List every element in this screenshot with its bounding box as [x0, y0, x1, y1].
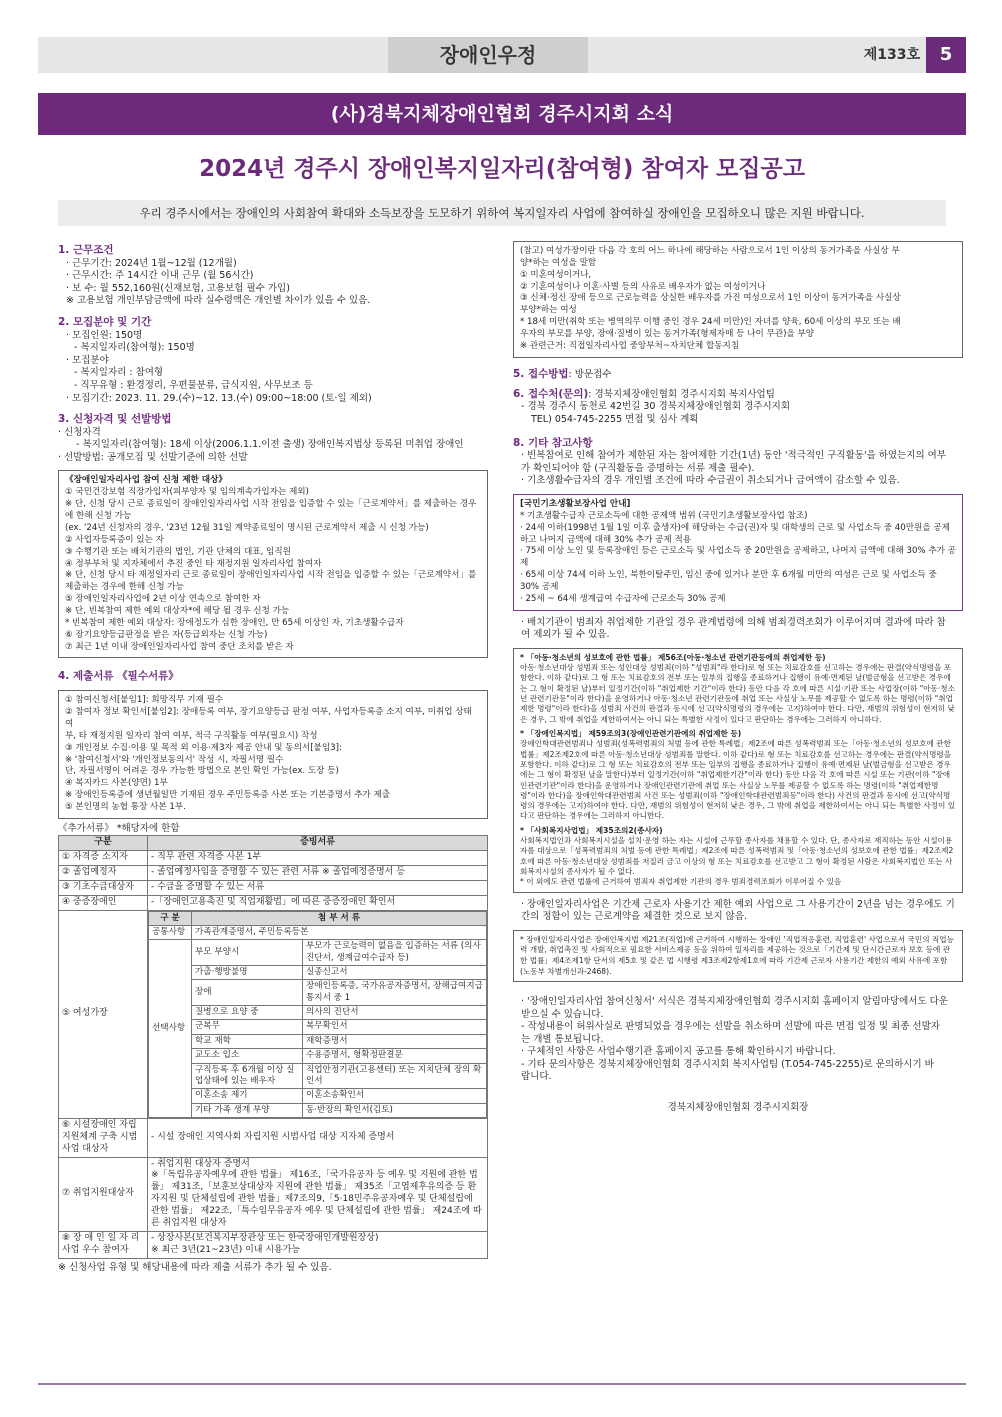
table-row [149, 980, 487, 1006]
text-line: · 기초생활수급자의 경우 개인별 조건에 따라 수급권이 취소되거나 급여액이 감소할 수 있음. [521, 475, 900, 487]
text-line: ⑤ 장애인일자리사업에 2년 이상 연속으로 참여한 자 [65, 594, 261, 605]
table-cell: ② 졸업예정자 [59, 866, 148, 881]
law-note: * 이 외에도 관련 법률에 근거하여 범죄자 취업제한 기관의 경우 범죄경력조회가 이루어질 수 있음 [520, 877, 842, 887]
table-cell: 직업안정기관(고용센터) 또는 지치단체 장의 확인서 [303, 1063, 487, 1089]
table-row [59, 851, 488, 866]
text-line: 단, 자필서명이 어려운 경우 가능한 방법으로 본인 확인 가능(ex. 도장 등) [65, 766, 339, 777]
text-line: · 모집인원: 150명 [66, 329, 143, 341]
text-line: ② 기혼여성이나 이혼·사별 등의 사유로 배우자가 없는 여성이거나 [520, 281, 766, 292]
text-line: 에 한해 신청 가능 [65, 511, 132, 522]
table-header: 증빙서류 [148, 836, 488, 851]
table-cell: 이혼소송 제기 [192, 1089, 303, 1103]
text-line: 양*하는 여성을 말함 [520, 257, 597, 268]
text-line: ③ 수행기관 또는 배치기관의 법인, 기관 단체의 대표, 임직원 [65, 546, 291, 557]
female-head-reference-box [513, 241, 963, 358]
section-6 [513, 388, 963, 402]
table-row [149, 1049, 487, 1063]
law-heading: * 「사회복지사업법」 제35조의2(종사자) [520, 825, 663, 835]
text-line: 부양*하는 여성 [520, 305, 577, 316]
table-cell: - 상장사본(보건복지부장관상 또는 한국장애인개발원장상) ※ 최근 3년(21~23년) 이내 시용가능 [148, 1231, 488, 1258]
text-line: - 복지일자리 : 참여형 [74, 367, 164, 379]
text-line: ① 미혼여성이거나, [520, 269, 592, 280]
text-line: · 모집분야 [66, 354, 109, 366]
table-row [59, 880, 488, 895]
restriction-box-heading: 《장애인일자리사업 참여 신청 제한 대상》 [65, 475, 227, 486]
issue-number: 제133호 [863, 47, 920, 63]
law-heading: * 「아동·청소년의 성보호에 관한 법률」 제56조(아동·청소년 관련기관등에의 취업제한 등) [520, 652, 826, 662]
table-header: 구 분 [149, 911, 192, 925]
table-cell: 수용증명서, 형확정판결문 [303, 1049, 487, 1063]
table-cell: 부모 부양시 [192, 940, 303, 966]
table-row [149, 1103, 487, 1117]
text-line: ※ 단, 신청 당시 타 재정일자리 근로 종료일이 장애인일자리사업 시작 전임을 입증할 수 있는「근로계약서」를 [65, 570, 477, 581]
table-cell: 실종신고서 [303, 966, 487, 980]
text-line: · 65세 이상 74세 이하 노인, 북한이탈주민, 임신 중에 있거나 분만 후 6개월 미만의 여성은 근로 및 사업소득 중 30% 공제 [520, 570, 937, 592]
additional-docs-label: 《추가서류》 *해당자에 한함 [58, 822, 180, 834]
text-line: ※ 단, 신청 당시 근로 종료일이 장애인일자리사업 시작 전임을 입증할 수 있는「근로계약서」를 제출하는 경우 [65, 499, 477, 510]
page-number: 5 [926, 37, 966, 73]
table-cell: 군복무 [192, 1020, 303, 1034]
table-cell: 장애인등록증, 국가유공자증명서, 장해급여지급통지서 중 1 [303, 980, 487, 1006]
text-line: 받으실 수 있습니다. [521, 1008, 604, 1020]
table-cell: 학교 재학 [192, 1034, 303, 1048]
table-cell: ⑦ 취업지원대상자 [59, 1157, 148, 1231]
text-line: ⑦ 최근 1년 이내 장애인일자리사업 참여 중단 조치를 받은 자 [65, 641, 294, 652]
additional-docs-table [58, 835, 488, 1258]
text-line: * 빈복참여 제한 예외 대상자: 장애정도가 심한 장애인, 만 65세 이상인 자, 기초생활수급자 [65, 617, 404, 628]
table-cell: 장애 [192, 980, 303, 1006]
table-row [149, 1006, 487, 1020]
text-line: (참고) 여성가장이란 다음 각 호의 어느 하나에 해당하는 사람으로서 1인 이상의 동거가족을 사실상 부 [520, 246, 900, 256]
section-5-text: : 방문접수 [568, 368, 612, 380]
table-cell: 부모가 근로능력이 없음을 입증하는 서류 (의사진단서, 생계급여수급자 등) [303, 940, 487, 966]
text-line: ※ 장애인등록증에 생년월일만 기재된 경우 주민등록증 사본 또는 기본증명서 추가 제출 [65, 790, 391, 801]
table-row [59, 1157, 488, 1231]
text-line: ① 국민건강보험 직장가입자(피부양자 및 임의계속가입자는 제외) [65, 487, 309, 498]
table-cell: - 직무 관련 자격증 사본 1부 [148, 851, 488, 866]
text-line: - 복지일자리(참여형): 150명 [74, 342, 195, 354]
table-cell: - 수급을 증명할 수 있는 서류 [148, 880, 488, 895]
section-8-heading: 8. 기타 참고사항 [513, 436, 593, 449]
table-row [59, 1118, 488, 1157]
intro-text: 우리 경주시에서는 장애인의 사회참여 확대와 소득보장을 도모하기 위하여 복지일자리 사업에 참여하실 장애인을 모집하오니 많은 지원 바랍니다. [58, 200, 946, 226]
text-line: · 신청자격 [58, 426, 101, 438]
text-line: (ex. '24년 신청자의 경우, '23년 12월 31일 계약종료일이 명시된 근로계약서 제출 시 신청 가능) [65, 522, 429, 533]
table-cell: 의사의 진단서 [303, 1006, 487, 1020]
text-line: ※ 고용보험 개인부담금액에 따라 실수령액은 개인별 차이가 있을 수 있음. [66, 295, 371, 307]
table-cell: 공통사항 [149, 926, 192, 940]
required-docs-box [58, 690, 488, 819]
law-text: 장애인학대관련범죄나 성범죄(성폭력범죄의 처벌 등에 관한 특례법」제2조에 따른 성폭력범죄 또는「아동·청소년의 성보호에 관한 법률」제2조제2호에 따른 아동·청소년대상 성범죄를 말한다. 이하 같다)로 형 또는 치료감호를 선고하는 경우에는 판결(약식명령을 포함한다. 이하 같다)로 그 형 또는 치료감호의 전부 또는 일부의 집행을 종료하거나 집행이 유예·면제된 날(벌금형을 선고받은 경우에는 그 형이 확정된 날을 말한다)부터 일정기간(이하 "취업제한기간"이라 한다) 동안 다음 각 호에 따른 시설 또는 기관(이하 "장애인관련기관"이라 한다)을 운영하거나 장애인관련기관에 취업 또는 사실상 노무를 제공할 수 없도록 하는 명령(이하 "취업제한명령"이라 한다)을 장애인학대관련범죄 사건 또는 성범죄(이하 "장애인학대관련범죄등"이라 한다) 사건의 판결과 동시에 선고(약식명령의 경우에는 고지)하여야 한다. 다만, 재범의 위험성이 현저히 낮은 경우, 그 밖에 취업을 제한하여서는 아니 되는 특별한 사정이 있다고 판단하는 경우에는 그러하지 아니한다. [520, 739, 956, 821]
text-line: ④ 복지카드 사본(양면) 1부 [65, 778, 168, 789]
text-line: ※ 관련근거: 직접일자리사업 중앙부처~자치단체 합동지침 [520, 340, 740, 351]
table-header: 첨 부 서 류 [192, 911, 487, 925]
table-cell: 이혼소송확인서 [303, 1089, 487, 1103]
section-6-text: : 경북지체장애인협회 경주시지회 복지사업팀 [588, 388, 775, 400]
employment-restriction-law-box [513, 648, 963, 893]
section-2-body [58, 330, 488, 405]
text-line: ③ 신체·정신 장애 등으로 근로능력을 상실한 배우자를 가진 여성으로서 1인 이상이 동거가족을 사실상 [520, 293, 901, 304]
application-notes [513, 996, 963, 1084]
text-line: - 작성내용이 허위사실로 판명되었을 경우에는 선발을 취소하며 선발에 따른 면접 일정 및 최종 선발자 [521, 1021, 940, 1033]
text-line: 는 개별 통보됩니다. [521, 1033, 604, 1045]
text-line: ※ 단, 빈복참여 제한 예외 대상자*에 해당 될 경우 신청 가능 [65, 605, 290, 616]
section-4-heading: 4. 제출서류 《필수서류》 [58, 670, 179, 683]
table-cell: 기타 가족 생계 부양 [192, 1103, 303, 1117]
section-1-heading: 1. 근무조건 [58, 244, 114, 256]
table-cell: - 졸업예정사임을 증명할 수 있는 관련 서류 ※ 졸업예정증명서 등 [148, 866, 488, 881]
text-line: ※ '참여신청서'와 '개인정보동의서' 작성 시, 자필서명 필수 [65, 754, 284, 765]
text-line: · 선발방법: 공개모집 및 선발기준에 의한 선발 [58, 451, 248, 463]
section-3-heading: 3. 신청자격 및 선발방법 [58, 413, 172, 426]
newspaper-logo: 장애인우정 [388, 37, 588, 73]
livelihood-notice-heading: [국민기초생활보장사업 안내] [520, 498, 631, 509]
text-line: · 근무기간: 2024년 1월~12월 (12개월) [66, 257, 237, 269]
text-line: - 직무유형 : 환경정리, 우편물분류, 급식지원, 사무보조 등 [74, 379, 313, 391]
text-line: - 기타 문의사항은 경북지체장애인협회 경주시지회 복지사업팀 (T.054-745-2255)로 문의하시기 바 [521, 1058, 934, 1070]
text-line: · 빈복참여로 인해 참여가 제한된 자는 참여제한 기간(1년) 동안 '적극적인 구직활동'을 하였는지의 여부 [521, 450, 947, 462]
table-cell: 교도소 입소 [192, 1049, 303, 1063]
restriction-box [58, 470, 488, 658]
table-cell: ⑥ 시설장애인 자립 지원체계 구축 시범사업 대상자 [59, 1118, 148, 1157]
table-row [59, 895, 488, 910]
bottom-divider [38, 1383, 966, 1385]
section-3-body [58, 427, 488, 465]
text-line: ② 참여자 정보 확인서[붙임2]: 장애등록 여부, 장기요양등급 판정 여부, 사업자등록증 소지 여부, 미취업 상태 여 [65, 707, 472, 729]
section-1-body [58, 258, 488, 308]
text-line: 여 제외가 될 수 있음. [521, 629, 610, 641]
text-line: 랍니다. [521, 1071, 552, 1083]
table-row [149, 1034, 487, 1048]
table-row [149, 1020, 487, 1034]
table-row [59, 910, 488, 1118]
text-line: 하고 나머지 금액에 대해 30% 추가 공제 적용 [520, 534, 692, 545]
section-6-heading: 6. 접수처(문의) [513, 387, 589, 400]
table-cell: 질병으로 요양 중 [192, 1006, 303, 1020]
text-line: · 24세 이하(1998년 1월 1일 이후 출생자)에 해당하는 수급(권)자 및 대학생의 근로 및 사업소득 중 40만원을 공제 [520, 522, 950, 533]
law-heading: * 「장애인복지법」 제59조의3(장애인관련기관에의 취업제한 등) [520, 728, 742, 738]
table-cell: 가출·행방불명 [192, 966, 303, 980]
table-cell: 선택사항 [149, 940, 192, 1117]
text-line: TEL) 054-745-2255 면접 및 심사 계획 [531, 413, 699, 425]
text-line: · 배치기관이 범죄자 취업제한 기관일 경우 관계법령에 의해 범죄경력조회가 이루어지며 결과에 따라 참 [521, 616, 946, 628]
text-line: · 보 수: 월 552,160원(신재보험, 고용보험 필수 가입) [66, 282, 290, 294]
table-cell: 복무확인서 [303, 1020, 487, 1034]
text-line: 제출하는 경우에 한해 신청 가능 [65, 582, 184, 593]
table-cell: -「장애인고용촉진 및 직업재활법」에 따른 중증장애인 확인서 [148, 895, 488, 910]
section-2-heading: 2. 모집분야 및 기간 [58, 315, 152, 328]
right-column [513, 241, 963, 1114]
text-line: * 기초생활수급자 근로소득에 대한 공제액 범위 (국민기초생활보장사업 참조) [520, 510, 808, 521]
text-line: ② 사업자등록증이 있는 자 [65, 534, 164, 545]
signature-line: 경북지체장애인협회 경주시지회장 [667, 1101, 809, 1113]
text-line: · 모집기간: 2023. 11. 29.(수)~12. 13.(수) 09:00~18:00 (토·일 제외) [66, 392, 372, 404]
text-line: - 복지일자리(참여형): 18세 이상(2006.1.1.이전 출생) 장애인복지법상 등록된 미취업 장애인 [76, 439, 464, 451]
page-title: 2024년 경주시 장애인복지일자리(참여형) 참여자 모집공고 [199, 156, 805, 182]
text-line: ⑤ 본인명의 농협 통장 사본 1부. [65, 801, 186, 812]
text-line: · 25세 ~ 64세 생계급여 수급자에 근로소득 30% 공제 [520, 593, 726, 604]
law-text: 사회복지법인과 사회복지시설을 설치·운영 하는 자는 시설에 근무할 종사자를 채용할 수 있다. 단, 종사자로 재직하는 동안 시설이용자를 대상으로「성폭력범죄의 처벌 등에 관한 특례법」제2조에 따른 성폭력범죄 및「아동·청소년의 성보호에 관한 법률」제2조제2호에 따른 아동·청소년대상 성범죄를 저질러 금고 이상의 형 또는 치료감호를 선고받고 그 형이 확정된 사람은 사회복지법인 또는 사회복지시설의 종사자가 될 수 없다. [520, 836, 954, 877]
table-cell: ① 자격증 소지자 [59, 851, 148, 866]
livelihood-notice-box [513, 494, 963, 611]
table-cell: ⑤ 여성가장 [59, 910, 148, 1118]
section-5-heading: 5. 접수방법 [513, 367, 569, 380]
female-head-subtable [148, 911, 487, 1118]
text-line: 가 확인되어야 함 (구직활동을 증명하는 서류 제출 필수). [521, 462, 755, 474]
table-cell: 구직등록 후 6개월 이상 실업상태에 있는 배우자 [192, 1063, 303, 1089]
table-cell: - 시설 장애인 지역사회 자립지원 시범사업 대상 지자체 증명서 [148, 1118, 488, 1157]
table-cell: 재학증명서 [303, 1034, 487, 1048]
text-line: 부, 타 재정지원 일자리 참여 여부, 적극 구직활동 여부(필요시) 작성 [65, 730, 318, 741]
text-line: · 구체적인 사항은 사업수행기관 홈페이지 공고를 통해 확인하시기 바랍니다. [521, 1046, 836, 1058]
table-header: 구분 [59, 836, 148, 851]
text-line: * 18세 미만(취학 또는 병역의무 이행 중인 경우 24세 미만)인 자녀를 양육, 60세 이상의 부모 또는 배 [520, 317, 901, 328]
section-5 [513, 368, 963, 382]
table-cell: - 취업지원 대상자 증명서 ※「독립유공자예우에 관한 법률」 제16조,「국가유공자 등 예우 및 지원에 관한 법률」 제31조,「보훈보상대상자 지원에 관한 법률」 제35조「고엽제후유의증 등 환자지원 및 단체설립에 관한 법률」제7조의9,「5·18민주유공자예우 및 단체설립에 관한 법률」 제22조,「특수임무유공자 예우 및 단체설립에 관한 법률」 제24조에 따른 취업지원 대상자 [148, 1157, 488, 1231]
text-line: · 근무시간: 주 14시간 이내 근무 (월 56시간) [66, 270, 254, 282]
text-line: - 경북 경주시 동천로 42번길 30 경북지체장애인협회 경주시지회 [521, 401, 790, 413]
text-line: · 75세 이상 노인 및 등록장애인 등은 근로소득 및 사업소득 중 20만원을 공제하고, 나머지 금액에 대해 30% 추가 공제 [520, 546, 956, 569]
table-row [149, 1063, 487, 1089]
fixed-term-exception-box: * 장애인일자리사업은 장애인복지법 제21조(직업)에 근거하여 시행하는 장애인 '직업적응훈련, 직업훈련' 사업으로서 국민의 직업능력 개발, 취업촉진 및 사회적으로 필요한 서비스제공 등을 위하여 일자리를 제공하는 것으로「기간제 및 단시간근로자 보호 등에 관한 법률」제4조제1항 단서의 제5호 및 같은 법 시행령 제3조제2항제1호에 따라 기간제 근로자 사용기간 제한의 예외 사유에 포함(노동부 차별개선과-2468). [513, 930, 963, 983]
text-line: ④ 정부부처 및 지자체에서 추진 중인 타 재정지원 일자리사업 참여자 [65, 558, 322, 569]
left-column [58, 236, 488, 1274]
table-cell: ④ 중증장애인 [59, 895, 148, 910]
table-row [59, 866, 488, 881]
text-line: ① 참여신청서[붙임1]: 희망직무 기재 필수 [65, 695, 224, 706]
page-header [38, 37, 966, 73]
text-line: · '장애인일자리사업 참여신청서' 서식은 경북지체장애인협회 경주시지회 홈페이지 알림마당에서도 다운 [521, 996, 949, 1008]
section-banner: (사)경북지체장애인협회 경주시지회 소식 [38, 93, 966, 135]
table-cell [148, 910, 488, 1118]
text-line: · 장애인일자리사업은 기간제 근로자 사용기간 제한 예외 사업으로 그 사용기간이 2년을 넘는 경우에도 기 [521, 898, 955, 910]
law-text: 아동·청소년대상 성범죄 또는 성인대상 성범죄(이하 "성범죄"라 한다)로 형 또는 치료감호를 선고하는 경우에는 판결(약식명령을 포함한다. 이하 같다)로 그 형 또는 치료감호의 전부 또는 일부의 집행을 종료하거나 집행이 유예·면제된 날(벌금형을 선고받은 경우에는 그 형이 확정된 날)부터 일정기간(이하 "취업제한 기간"이라 한다) 동안 다음 각 호에 따른 시설·기관 또는 사업장(이하 "아동·청소년 관련기관등"이라 한다)을 운영하거나 아동·청소년 관련기관등에 취업 또는 사실상 노무를 제공할 수 없도록 하는 명령(이하 "취업제한 명령"이라 한다)을 성범죄 사건의 판결과 동시에 선고(약식명령의 경우에는 고지)하여야 한다. 다만, 재범의 위험성이 현저히 낮은 경우, 그 밖에 취업을 제한하여서는 아니 되는 특별한 사정이 있다고 판단하는 경우에는 그러하지 아니하다. [520, 663, 955, 724]
footnote: ※ 신청사업 유형 및 해당내용에 따라 제출 서류가 추가 될 수 있음. [58, 1261, 332, 1273]
text-line: 간의 정함이 있는 근로계약을 체결한 것으로 보지 않음. [521, 911, 748, 923]
text-line: ⑥ 장기요양등급판정을 받은 자(등급외자는 신청 가능) [65, 629, 268, 640]
table-row [149, 966, 487, 980]
table-cell: 가족관계증명서, 주민등록등본 [192, 926, 487, 940]
table-row [149, 926, 487, 940]
text-line: 우자의 부모를 부양, 장애·질병이 있는 동거가족(형제자매 등 나이 무관)을 부양 [520, 329, 815, 340]
text-line: ③ 개인정보 수집·이용 및 목적 외 이용·제3자 제공 안내 및 동의서[붙임3]: [65, 742, 342, 753]
table-row [59, 1231, 488, 1258]
table-cell: ⑧ 장 애 인 일 자 리 사업 우수 참여자 [59, 1231, 148, 1258]
table-row [149, 940, 487, 966]
table-row [149, 1089, 487, 1103]
table-cell: ③ 기초수급대상자 [59, 880, 148, 895]
table-cell: 동·반장의 확인서(김토) [303, 1103, 487, 1117]
